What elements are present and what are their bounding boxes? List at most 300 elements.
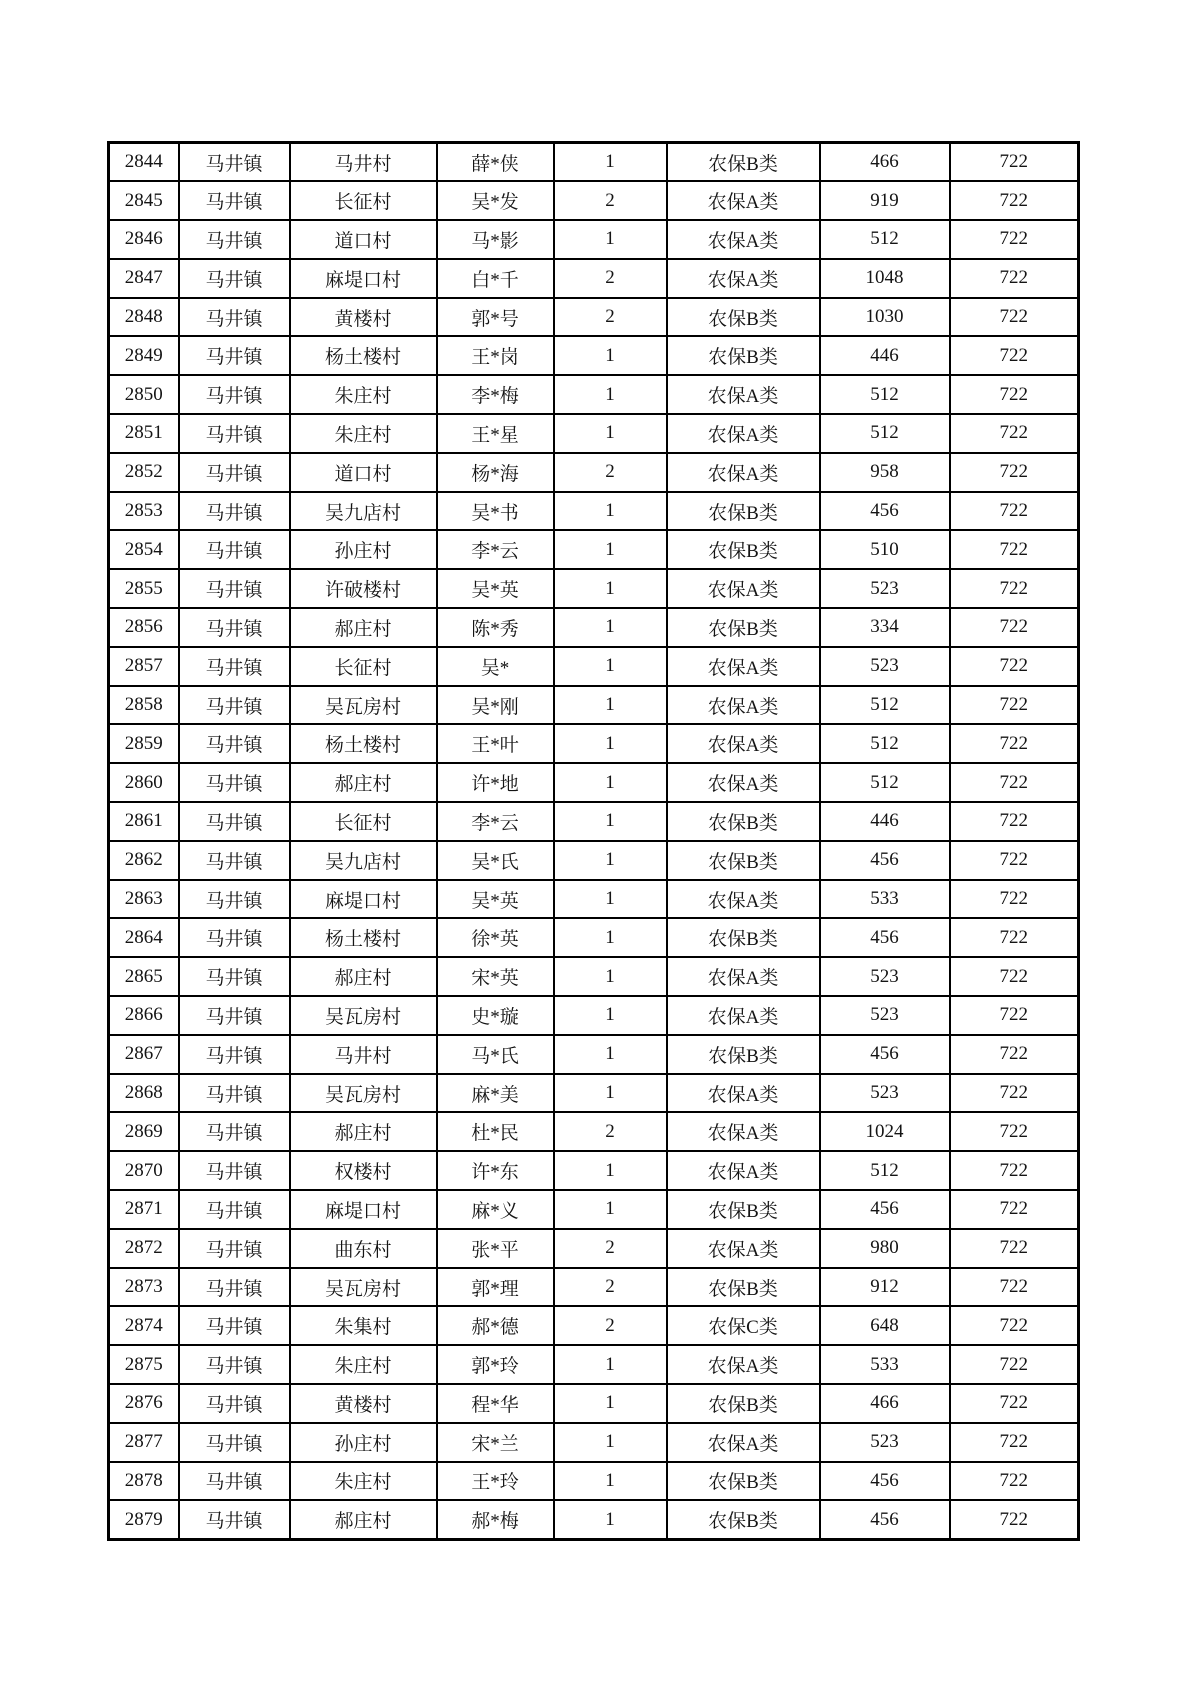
cell-category: 农保B类 [667, 841, 820, 880]
table-row [109, 1190, 1079, 1229]
cell-standard: 722 [950, 608, 1079, 647]
table-body [109, 143, 1079, 1540]
cell-town: 马井镇 [179, 569, 290, 608]
table-row [109, 143, 1079, 182]
cell-amount: 1030 [820, 298, 950, 337]
table-row [109, 1074, 1079, 1113]
cell-name: 李*梅 [437, 375, 554, 414]
cell-town: 马井镇 [179, 841, 290, 880]
cell-amount: 523 [820, 1423, 950, 1462]
rural-insurance-table [107, 141, 1080, 1541]
cell-name: 马*影 [437, 220, 554, 259]
cell-amount: 466 [820, 1384, 950, 1423]
cell-name: 宋*兰 [437, 1423, 554, 1462]
cell-village: 道口村 [290, 453, 437, 492]
cell-amount: 523 [820, 957, 950, 996]
cell-name: 王*岗 [437, 336, 554, 375]
cell-amount: 456 [820, 1462, 950, 1501]
cell-person-count: 1 [554, 647, 667, 686]
cell-village: 朱庄村 [290, 375, 437, 414]
cell-name: 郭*号 [437, 298, 554, 337]
cell-person-count: 2 [554, 1306, 667, 1345]
cell-standard: 722 [950, 453, 1079, 492]
cell-name: 郝*梅 [437, 1500, 554, 1539]
cell-category: 农保A类 [667, 647, 820, 686]
cell-name: 陈*秀 [437, 608, 554, 647]
cell-category: 农保B类 [667, 918, 820, 957]
cell-standard: 722 [950, 414, 1079, 453]
cell-person-count: 1 [554, 1423, 667, 1462]
cell-category: 农保C类 [667, 1306, 820, 1345]
cell-name: 程*华 [437, 1384, 554, 1423]
cell-seq: 2872 [109, 1229, 179, 1268]
cell-town: 马井镇 [179, 996, 290, 1035]
cell-standard: 722 [950, 1345, 1079, 1384]
cell-amount: 446 [820, 336, 950, 375]
table-row [109, 1112, 1079, 1151]
cell-person-count: 1 [554, 841, 667, 880]
cell-name: 王*星 [437, 414, 554, 453]
table-row [109, 375, 1079, 414]
cell-person-count: 1 [554, 1462, 667, 1501]
cell-amount: 1048 [820, 259, 950, 298]
cell-town: 马井镇 [179, 1112, 290, 1151]
cell-name: 李*云 [437, 802, 554, 841]
cell-category: 农保A类 [667, 686, 820, 725]
cell-name: 吴*氏 [437, 841, 554, 880]
cell-town: 马井镇 [179, 802, 290, 841]
cell-amount: 523 [820, 647, 950, 686]
table-row [109, 1462, 1079, 1501]
cell-name: 马*氏 [437, 1035, 554, 1074]
cell-seq: 2861 [109, 802, 179, 841]
cell-seq: 2857 [109, 647, 179, 686]
cell-amount: 456 [820, 492, 950, 531]
cell-standard: 722 [950, 1112, 1079, 1151]
cell-standard: 722 [950, 957, 1079, 996]
cell-person-count: 1 [554, 220, 667, 259]
cell-person-count: 1 [554, 1035, 667, 1074]
cell-name: 李*云 [437, 530, 554, 569]
cell-category: 农保A类 [667, 724, 820, 763]
cell-name: 吴*发 [437, 181, 554, 220]
cell-category: 农保A类 [667, 453, 820, 492]
cell-name: 郝*德 [437, 1306, 554, 1345]
cell-seq: 2862 [109, 841, 179, 880]
cell-category: 农保A类 [667, 569, 820, 608]
cell-village: 郝庄村 [290, 608, 437, 647]
cell-standard: 722 [950, 918, 1079, 957]
cell-seq: 2859 [109, 724, 179, 763]
cell-town: 马井镇 [179, 957, 290, 996]
cell-category: 农保A类 [667, 1345, 820, 1384]
cell-name: 史*璇 [437, 996, 554, 1035]
table-row [109, 1151, 1079, 1190]
cell-village: 长征村 [290, 181, 437, 220]
cell-town: 马井镇 [179, 298, 290, 337]
cell-town: 马井镇 [179, 647, 290, 686]
cell-town: 马井镇 [179, 1462, 290, 1501]
cell-standard: 722 [950, 1306, 1079, 1345]
cell-standard: 722 [950, 1384, 1079, 1423]
cell-category: 农保A类 [667, 1229, 820, 1268]
cell-person-count: 1 [554, 763, 667, 802]
cell-person-count: 1 [554, 569, 667, 608]
cell-seq: 2848 [109, 298, 179, 337]
cell-seq: 2864 [109, 918, 179, 957]
cell-amount: 456 [820, 841, 950, 880]
cell-person-count: 1 [554, 1345, 667, 1384]
cell-amount: 466 [820, 143, 950, 182]
cell-standard: 722 [950, 686, 1079, 725]
cell-village: 孙庄村 [290, 530, 437, 569]
cell-standard: 722 [950, 1035, 1079, 1074]
table-row [109, 298, 1079, 337]
cell-village: 吴瓦房村 [290, 686, 437, 725]
cell-town: 马井镇 [179, 1074, 290, 1113]
cell-town: 马井镇 [179, 220, 290, 259]
cell-town: 马井镇 [179, 1384, 290, 1423]
cell-person-count: 2 [554, 1268, 667, 1307]
cell-person-count: 2 [554, 1112, 667, 1151]
cell-category: 农保B类 [667, 1500, 820, 1539]
cell-category: 农保A类 [667, 220, 820, 259]
cell-person-count: 2 [554, 298, 667, 337]
cell-amount: 512 [820, 686, 950, 725]
cell-village: 长征村 [290, 647, 437, 686]
cell-village: 吴九店村 [290, 841, 437, 880]
table-row [109, 181, 1079, 220]
cell-seq: 2847 [109, 259, 179, 298]
cell-amount: 523 [820, 569, 950, 608]
cell-amount: 512 [820, 220, 950, 259]
table-row [109, 918, 1079, 957]
cell-village: 曲东村 [290, 1229, 437, 1268]
cell-town: 马井镇 [179, 608, 290, 647]
cell-category: 农保A类 [667, 181, 820, 220]
cell-village: 朱庄村 [290, 414, 437, 453]
cell-village: 吴瓦房村 [290, 996, 437, 1035]
table-row [109, 453, 1079, 492]
cell-name: 白*千 [437, 259, 554, 298]
cell-amount: 512 [820, 763, 950, 802]
cell-amount: 456 [820, 1190, 950, 1229]
cell-standard: 722 [950, 841, 1079, 880]
cell-seq: 2873 [109, 1268, 179, 1307]
cell-name: 吴*英 [437, 880, 554, 919]
cell-village: 道口村 [290, 220, 437, 259]
cell-standard: 722 [950, 1268, 1079, 1307]
cell-standard: 722 [950, 220, 1079, 259]
cell-village: 马井村 [290, 1035, 437, 1074]
cell-village: 麻堤口村 [290, 880, 437, 919]
cell-name: 张*平 [437, 1229, 554, 1268]
cell-standard: 722 [950, 1229, 1079, 1268]
cell-standard: 722 [950, 375, 1079, 414]
cell-standard: 722 [950, 143, 1079, 182]
table-row [109, 686, 1079, 725]
cell-town: 马井镇 [179, 1268, 290, 1307]
cell-seq: 2874 [109, 1306, 179, 1345]
cell-seq: 2867 [109, 1035, 179, 1074]
cell-town: 马井镇 [179, 1151, 290, 1190]
cell-category: 农保B类 [667, 336, 820, 375]
cell-town: 马井镇 [179, 1423, 290, 1462]
cell-seq: 2871 [109, 1190, 179, 1229]
cell-person-count: 1 [554, 724, 667, 763]
cell-standard: 722 [950, 336, 1079, 375]
table-row [109, 880, 1079, 919]
cell-village: 麻堤口村 [290, 259, 437, 298]
table-row [109, 802, 1079, 841]
cell-name: 许*东 [437, 1151, 554, 1190]
cell-village: 长征村 [290, 802, 437, 841]
cell-seq: 2856 [109, 608, 179, 647]
cell-category: 农保A类 [667, 1151, 820, 1190]
cell-amount: 523 [820, 1074, 950, 1113]
cell-village: 黄楼村 [290, 1384, 437, 1423]
cell-seq: 2863 [109, 880, 179, 919]
cell-name: 郭*玲 [437, 1345, 554, 1384]
cell-name: 吴* [437, 647, 554, 686]
cell-amount: 512 [820, 414, 950, 453]
cell-person-count: 2 [554, 181, 667, 220]
cell-name: 薛*侠 [437, 143, 554, 182]
cell-village: 马井村 [290, 143, 437, 182]
cell-standard: 722 [950, 1423, 1079, 1462]
cell-amount: 456 [820, 918, 950, 957]
cell-category: 农保B类 [667, 530, 820, 569]
cell-category: 农保A类 [667, 375, 820, 414]
cell-seq: 2844 [109, 143, 179, 182]
cell-town: 马井镇 [179, 918, 290, 957]
cell-amount: 446 [820, 802, 950, 841]
cell-name: 麻*美 [437, 1074, 554, 1113]
cell-category: 农保B类 [667, 143, 820, 182]
cell-seq: 2870 [109, 1151, 179, 1190]
cell-standard: 722 [950, 763, 1079, 802]
cell-person-count: 1 [554, 918, 667, 957]
cell-town: 马井镇 [179, 1229, 290, 1268]
table-row [109, 1035, 1079, 1074]
cell-category: 农保A类 [667, 259, 820, 298]
cell-category: 农保B类 [667, 1384, 820, 1423]
cell-standard: 722 [950, 802, 1079, 841]
cell-town: 马井镇 [179, 492, 290, 531]
cell-category: 农保A类 [667, 763, 820, 802]
cell-category: 农保B类 [667, 492, 820, 531]
cell-seq: 2845 [109, 181, 179, 220]
cell-seq: 2877 [109, 1423, 179, 1462]
cell-person-count: 1 [554, 1190, 667, 1229]
cell-standard: 722 [950, 1074, 1079, 1113]
cell-town: 马井镇 [179, 880, 290, 919]
cell-name: 杨*海 [437, 453, 554, 492]
cell-seq: 2853 [109, 492, 179, 531]
cell-name: 吴*书 [437, 492, 554, 531]
table-row [109, 608, 1079, 647]
cell-person-count: 1 [554, 414, 667, 453]
cell-town: 马井镇 [179, 259, 290, 298]
cell-seq: 2851 [109, 414, 179, 453]
cell-standard: 722 [950, 181, 1079, 220]
cell-person-count: 1 [554, 802, 667, 841]
cell-amount: 919 [820, 181, 950, 220]
table-row [109, 996, 1079, 1035]
table-row [109, 530, 1079, 569]
cell-name: 王*叶 [437, 724, 554, 763]
cell-seq: 2865 [109, 957, 179, 996]
cell-category: 农保A类 [667, 1074, 820, 1113]
cell-village: 杨土楼村 [290, 336, 437, 375]
cell-amount: 1024 [820, 1112, 950, 1151]
cell-amount: 512 [820, 1151, 950, 1190]
cell-category: 农保B类 [667, 298, 820, 337]
cell-category: 农保A类 [667, 414, 820, 453]
table-row [109, 259, 1079, 298]
cell-seq: 2875 [109, 1345, 179, 1384]
cell-category: 农保B类 [667, 1190, 820, 1229]
cell-seq: 2852 [109, 453, 179, 492]
cell-person-count: 1 [554, 880, 667, 919]
cell-category: 农保B类 [667, 608, 820, 647]
cell-standard: 722 [950, 1190, 1079, 1229]
table-row [109, 1384, 1079, 1423]
cell-category: 农保A类 [667, 996, 820, 1035]
cell-amount: 334 [820, 608, 950, 647]
cell-amount: 456 [820, 1500, 950, 1539]
cell-amount: 980 [820, 1229, 950, 1268]
cell-person-count: 2 [554, 453, 667, 492]
table-row [109, 724, 1079, 763]
cell-standard: 722 [950, 647, 1079, 686]
table-row [109, 1268, 1079, 1307]
cell-town: 马井镇 [179, 763, 290, 802]
table-row [109, 763, 1079, 802]
cell-amount: 533 [820, 880, 950, 919]
cell-town: 马井镇 [179, 414, 290, 453]
cell-person-count: 2 [554, 1229, 667, 1268]
cell-village: 朱庄村 [290, 1345, 437, 1384]
table-row [109, 647, 1079, 686]
cell-village: 黄楼村 [290, 298, 437, 337]
cell-name: 宋*英 [437, 957, 554, 996]
cell-standard: 722 [950, 259, 1079, 298]
cell-village: 许破楼村 [290, 569, 437, 608]
table-row [109, 492, 1079, 531]
cell-village: 郝庄村 [290, 957, 437, 996]
cell-amount: 456 [820, 1035, 950, 1074]
table-row [109, 414, 1079, 453]
table-row [109, 1229, 1079, 1268]
cell-category: 农保A类 [667, 1112, 820, 1151]
cell-standard: 722 [950, 530, 1079, 569]
cell-name: 徐*英 [437, 918, 554, 957]
cell-village: 权楼村 [290, 1151, 437, 1190]
cell-person-count: 1 [554, 996, 667, 1035]
cell-town: 马井镇 [179, 375, 290, 414]
table-row [109, 569, 1079, 608]
cell-category: 农保A类 [667, 1423, 820, 1462]
cell-village: 麻堤口村 [290, 1190, 437, 1229]
cell-seq: 2858 [109, 686, 179, 725]
cell-person-count: 2 [554, 259, 667, 298]
cell-category: 农保A类 [667, 957, 820, 996]
cell-person-count: 1 [554, 1074, 667, 1113]
cell-town: 马井镇 [179, 686, 290, 725]
cell-village: 郝庄村 [290, 763, 437, 802]
cell-category: 农保B类 [667, 802, 820, 841]
cell-standard: 722 [950, 996, 1079, 1035]
cell-standard: 722 [950, 492, 1079, 531]
cell-town: 马井镇 [179, 724, 290, 763]
cell-name: 吴*刚 [437, 686, 554, 725]
table-row [109, 1345, 1079, 1384]
cell-town: 马井镇 [179, 1345, 290, 1384]
cell-category: 农保B类 [667, 1268, 820, 1307]
cell-seq: 2850 [109, 375, 179, 414]
cell-person-count: 1 [554, 336, 667, 375]
table-row [109, 957, 1079, 996]
cell-name: 麻*义 [437, 1190, 554, 1229]
cell-town: 马井镇 [179, 1306, 290, 1345]
cell-seq: 2879 [109, 1500, 179, 1539]
cell-amount: 958 [820, 453, 950, 492]
cell-amount: 510 [820, 530, 950, 569]
cell-standard: 722 [950, 880, 1079, 919]
cell-name: 吴*英 [437, 569, 554, 608]
cell-person-count: 1 [554, 957, 667, 996]
cell-village: 朱集村 [290, 1306, 437, 1345]
cell-town: 马井镇 [179, 453, 290, 492]
cell-standard: 722 [950, 1500, 1079, 1539]
cell-amount: 523 [820, 996, 950, 1035]
cell-village: 吴九店村 [290, 492, 437, 531]
cell-seq: 2860 [109, 763, 179, 802]
cell-village: 郝庄村 [290, 1500, 437, 1539]
cell-standard: 722 [950, 1462, 1079, 1501]
cell-village: 孙庄村 [290, 1423, 437, 1462]
cell-seq: 2868 [109, 1074, 179, 1113]
cell-person-count: 1 [554, 1500, 667, 1539]
cell-village: 吴瓦房村 [290, 1268, 437, 1307]
cell-village: 郝庄村 [290, 1112, 437, 1151]
cell-amount: 512 [820, 375, 950, 414]
cell-category: 农保B类 [667, 1462, 820, 1501]
cell-name: 郭*理 [437, 1268, 554, 1307]
cell-seq: 2866 [109, 996, 179, 1035]
table-row [109, 1423, 1079, 1462]
cell-town: 马井镇 [179, 143, 290, 182]
cell-seq: 2878 [109, 1462, 179, 1501]
cell-seq: 2846 [109, 220, 179, 259]
table-row [109, 220, 1079, 259]
cell-person-count: 1 [554, 686, 667, 725]
cell-standard: 722 [950, 724, 1079, 763]
cell-village: 吴瓦房村 [290, 1074, 437, 1113]
table-row [109, 841, 1079, 880]
cell-amount: 648 [820, 1306, 950, 1345]
cell-amount: 912 [820, 1268, 950, 1307]
cell-seq: 2869 [109, 1112, 179, 1151]
cell-standard: 722 [950, 1151, 1079, 1190]
cell-standard: 722 [950, 569, 1079, 608]
table-row [109, 1500, 1079, 1539]
cell-village: 杨土楼村 [290, 918, 437, 957]
cell-person-count: 1 [554, 1384, 667, 1423]
cell-name: 杜*民 [437, 1112, 554, 1151]
table-row [109, 336, 1079, 375]
